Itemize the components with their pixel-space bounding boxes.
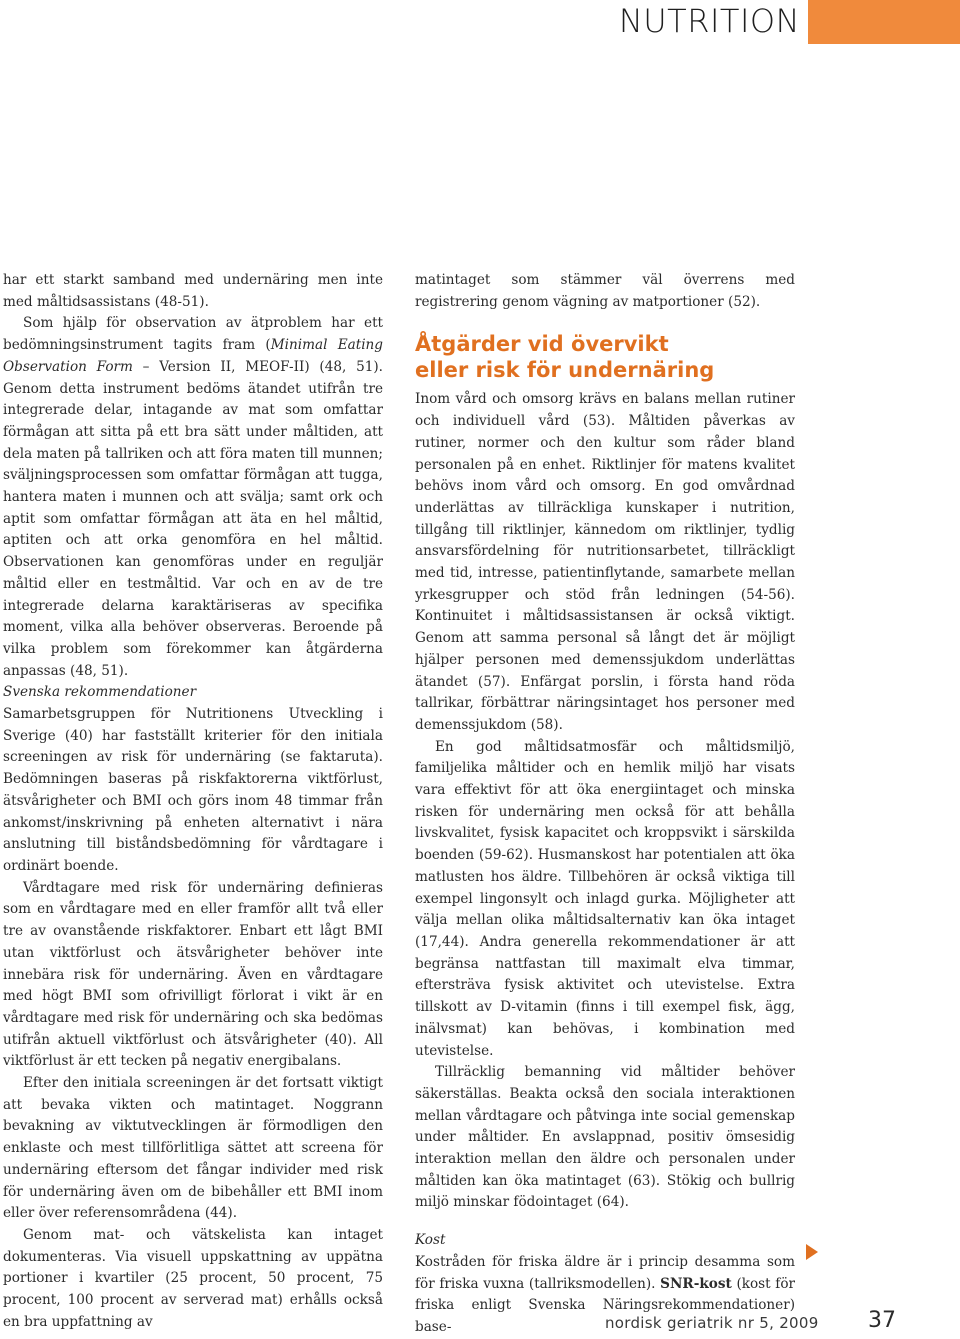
header-accent-block: [808, 0, 960, 44]
left-paragraph-6: Genom mat- och vätskelista kan intaget dokumenteras. Via visuell uppskattning av uppätna portioner i kvartiler (25 procent, 50 procent, 75 procent, 100 procent av serverad mat) erhålls också en bra uppfattning av: [3, 1226, 383, 1330]
left-paragraph-4: Vårdtagare med risk för undernäring definieras som en vårdtagare med en eller framför allt två eller tre av ovanstående riskfaktorer. Enbart ett lågt BMI utan viktförlust och ätsvårigheter behöver inte innebära risk för undernäring. Även en vårdtagare med högt BMI som ofrivilligt förlorat i vikt är en vårdtagare med risk för undernäring och ska bedömas utifrån aktuell viktförlust och ätsvårigheter (40). All viktförlust är ett tecken på negativ energibalans.: [3, 879, 383, 1070]
section-heading-line-1: Åtgärder vid övervikt: [415, 332, 669, 357]
subhead-kost: Kost: [415, 1232, 446, 1249]
right-paragraph-4: Tillräcklig bemanning vid måltider behöver säkerställas. Beakta också den sociala interaktionen mellan vårdtagare och påtvinga inte social gemenskap under måltider. En avslappnad, positiv ömsesidig interaktion mellan den äldre och personalen under måltiden kan öka matintaget (63). Stökig och bullrig miljö minskar födointaget (64).: [415, 1064, 795, 1211]
meof-italic-title: Minimal Eating Observation Form: [3, 337, 383, 375]
right-paragraph-3: En god måltidsatmosfär och måltidsmiljö, familjelika måltider och en hemlik miljö har visats vara effektivt för att öka energiintaget och minska risken för undernäring men också för att behålla livskvalitet, fysisk kapacitet och kroppsvikt i särskilda boenden (59-62). Husmanskost har potentialen att öka matlusten hos äldre. Tillbehören är också viktiga till exempel lingonsylt och inlagd gurka. Möjligheter att välja mellan olika måltidsalternativ kan öka intaget (17,44). Andra generella rekommendationer är att begränsa nattfastan till maximalt elva timmar, eftersträva fysisk aktivitet och utevistelse. Extra tillskott av D-vitamin (finns i till exempel fisk, ägg, inälvsmat) kan behövas, i kombination med utevistelse.: [415, 738, 795, 1059]
left-paragraph-1: har ett starkt samband med undernäring men inte med måltidsassistans (48-51).: [3, 272, 383, 310]
left-paragraph-3: Samarbetsgruppen för Nutritionens Utveckling i Sverige (40) har fastställt kriterier för den initiala screeningen av risk för undernäring (se faktaruta). Bedömningen baseras på riskfaktorerna viktförlust, ätsvårigheter och BMI och görs inom 48 timmar från ankomst/inskrivning på enheten alternativt i nära anslutning till biståndsbedömning för vårdtagare i ordinärt boende.: [3, 706, 383, 874]
continue-arrow-icon: [806, 1244, 818, 1260]
section-heading: [415, 331, 795, 383]
subhead-svenska-rekommendationer: Svenska rekommendationer: [3, 684, 197, 701]
right-paragraph-1: matintaget som stämmer väl överrens med registrering genom vägning av matportioner (52).: [415, 272, 795, 310]
footer-journal-name: nordisk geriatrik nr 5, 2009: [605, 1314, 819, 1332]
right-column: [415, 270, 795, 1339]
left-paragraph-2: [3, 313, 383, 682]
right-paragraph-5-start: Kostråden för friska äldre är i princip desamma som för friska vuxna (tallriksmodellen).: [415, 1253, 795, 1292]
page-number: 37: [868, 1308, 896, 1333]
right-paragraph-5-end: (kost för friska enligt Svenska Näringsrekommendationer) base-: [415, 1275, 795, 1335]
left-paragraph-5: Efter den initiala screeningen är det fortsatt viktigt att bevaka vikten och matintaget. Noggrann bevakning av viktutvecklingen är förmodligen den enklaste och mest tillförlitliga sättet att screena för undernäring eftersom det fångar individer med risk för undernäring även om de bibehåller ett BMI inom eller över referensområdena (44).: [3, 1075, 383, 1222]
left-paragraph-2-start: Som hjälp för observation av ätproblem har ett bedömningsinstrument tagits fram (: [3, 315, 383, 354]
left-paragraph-2-end: – Version II, MEOF-II) (48, 51). Genom detta instrument bedöms ätandet utifrån tre integrerade delar, intagande av mat som omfattar förmågan att sitta på ett bra sätt under måltiden, att dela maten på tallriken och att föra maten till munnen; sväljningsprocessen som omfattar förmågan att tugga, hantera maten i munnen och att svälja; samt ork och aptit som omfattar förmågan att äta en hel måltid, aptiten och att orka genomföra en hel måltid. Observationen kan genomföras under en reguljär måltid eller en testmåltid. Var och en av de tre integrerade delarna karaktäriseras av specifika moment, vilka alla behöver observeras. Beroende på vilka problem som förekommer kan åtgärderna anpassas (48, 51).: [3, 358, 383, 679]
snr-kost-bold: SNR-kost: [660, 1275, 732, 1292]
left-column: [3, 270, 383, 1333]
section-heading-line-2: eller risk för undernäring: [415, 358, 715, 383]
section-title: NUTRITION: [618, 2, 800, 40]
right-paragraph-2: Inom vård och omsorg krävs en balans mellan rutiner och individuell vård (53). Måltiden påverkas av rutiner, normer och den kultur som råder bland personalen på en enhet. Riktlinjer för matens kvalitet behövs inom vård och omsorg. En god omvårdnad underlättas av tillräckliga kunskaper i nutrition, tillgång till riktlinjer, kännedom om riktlinjer, tydlig ansvarsfördelning för nutritionsarbetet, tillräckligt med tid, intresse, patientinflytande, samarbete mellan yrkesgrupper och stöd från ledningen (54-56). Kontinuitet i måltidsassistansen är också viktigt. Genom att samma personal så långt det är möjligt hjälper personen med demenssjukdom underlättas ätandet (57). Enfärgat porslin, i första hand röda tallrikar, förbättrar näringsintaget hos personer med demenssjukdom (58).: [415, 391, 795, 733]
